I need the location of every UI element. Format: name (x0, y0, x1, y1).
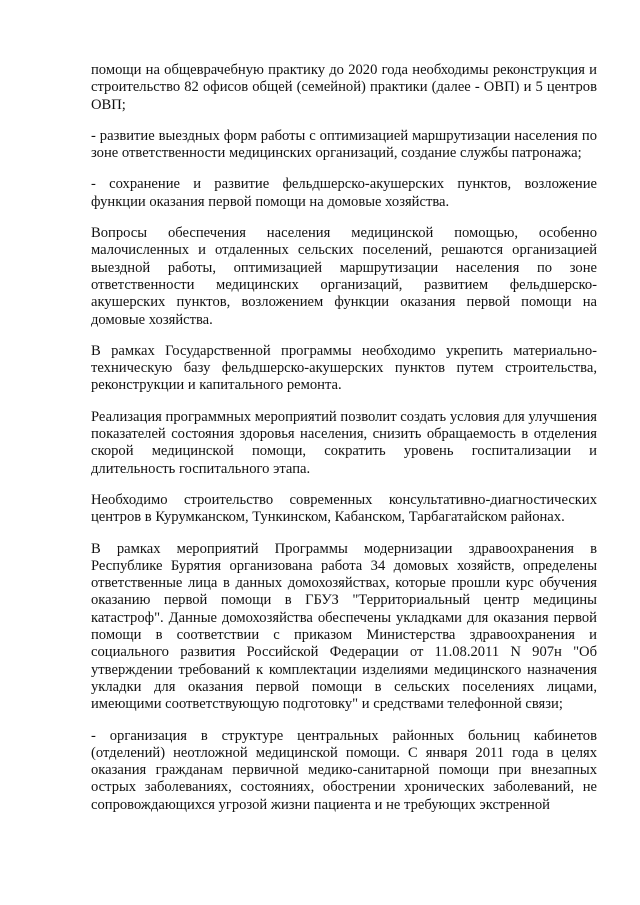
paragraph-state-program: В рамках Государственной программы необходимо укрепить материально-техническую базу фельдшерско-акушерских пунктов путем строительства, реконструкции и капитального ремонта. (91, 342, 597, 394)
paragraph-modernization: В рамках мероприятий Программы модернизации здравоохранения в Республике Бурятия организована работа 34 домовых хозяйств, определены ответственные лица в данных домохозяйствах, которые прошли курс обучения оказанию первой помощи в ГБУЗ "Территориальный центр медицины катастроф". Данные домохозяйства обеспечены укладками для оказания первой помощи в соответствии с приказом Министерства здравоохранения и социального развития Российской Федерации от 11.08.2011 N 907н "Об утверждении требований к комплектации изделиями медицинского назначения укладки для оказания первой помощи в сельских поселениях лицами, имеющими соответствующую подготовку" и средствами телефонной связи; (91, 540, 597, 713)
paragraph-implementation: Реализация программных мероприятий позволит создать условия для улучшения показателей состояния здоровья населения, снизить обращаемость в отделения скорой медицинской помощи, сократить уровень госпитализации и длительность госпитального этапа. (91, 408, 597, 477)
paragraph-mobile-work: - развитие выездных форм работы с оптимизацией маршрутизации населения по зоне ответственности медицинских организаций, создание службы патронажа; (91, 127, 597, 162)
paragraph-fap-development: - сохранение и развитие фельдшерско-акушерских пунктов, возложение функции оказания первой помощи на домовые хозяйства. (91, 176, 597, 210)
paragraph-rural-issues: Вопросы обеспечения населения медицинской помощью, особенно малочисленных и отдаленных сельских поселений, решаются организацией выездной работы, оптимизацией маршрутизации населения по зоне ответственности медицинских организаций, развитием фельдшерско-акушерских пунктов, возложением функции оказания первой помощи на домовые хозяйства. (91, 225, 597, 328)
document-page (91, 62, 597, 814)
paragraph-urgent-care: - организация в структуре центральных районных больниц кабинетов (отделений) неотложной медицинской помощи. С января 2011 года в целях оказания гражданам первичной медико-санитарной помощи при внезапных острых заболеваниях, состояниях, обострении хронических заболеваний, не сопровождающихся угрозой жизни пациента и не требующих экстренной (91, 727, 597, 813)
paragraph-diagnostic-centers: Необходимо строительство современных консультативно-диагностических центров в Курумканском, Тункинском, Кабанском, Тарбагатайском районах. (91, 491, 597, 526)
paragraph-ovp-offices: помощи на общеврачебную практику до 2020 года необходимы реконструкция и строительство 82 офисов общей (семейной) практики (далее - ОВП) и 5 центров ОВП; (91, 62, 597, 113)
